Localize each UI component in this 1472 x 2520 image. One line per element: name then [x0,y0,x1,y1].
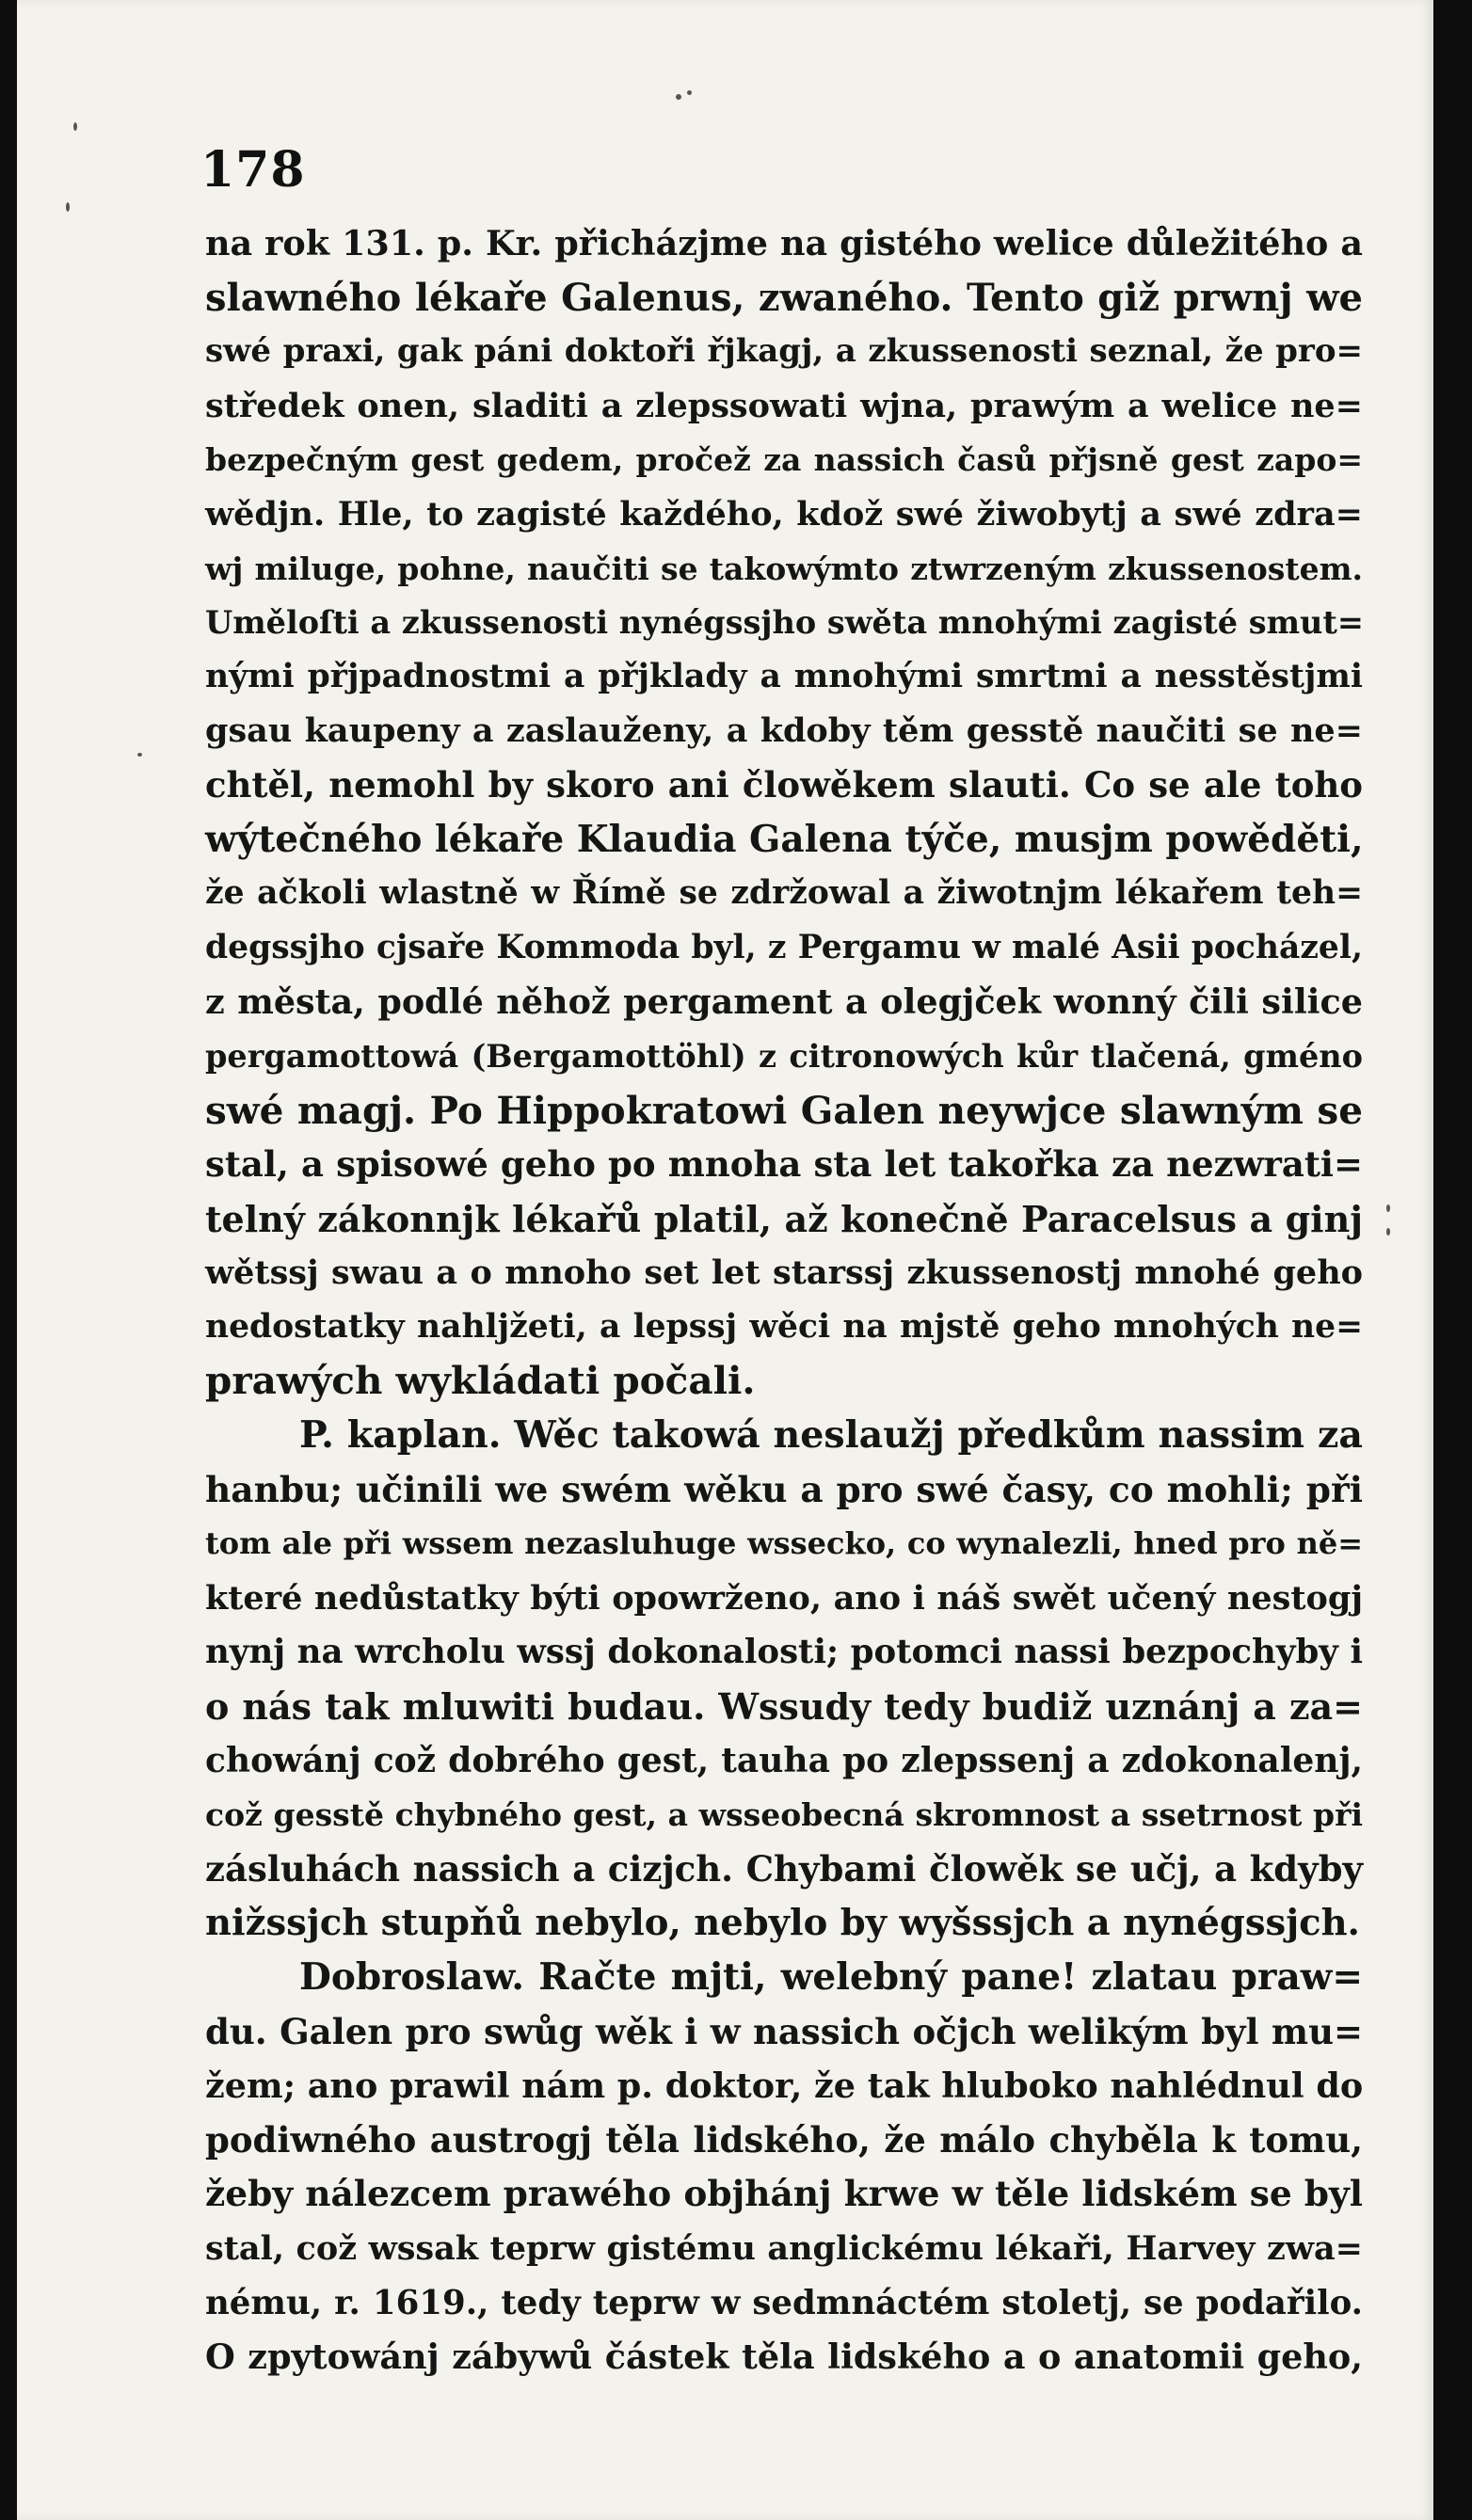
text-line: z města, podlé něhož pergament a olegjček wonný čili silice [205,981,1363,1023]
paper-speck [73,122,77,131]
text-line: wědjn. Hle, to zagisté každého, kdož swé žiwobytj a swé zdra= [205,494,1363,534]
text-line: du. Galen pro swůg wěk i w nassich očjch welikým byl mu= [205,2010,1363,2052]
text-line: nynj na wrcholu wssj dokonalosti; potomci nassi bezpochyby i [205,1633,1363,1672]
text-line: hanbu; učinili we swém wěku a pro swé časy, co mohli; při [205,1468,1363,1510]
text-line: že ačkoli wlastně w Římě se zdržowal a žiwotnjm lékařem teh= [205,874,1363,913]
page-number: 178 [200,141,306,199]
text-line: slawného lékaře Galenus, zwaného. Tento giž prwnj we [205,275,1363,320]
paper-speck [1386,1228,1390,1236]
text-line: nedostatky nahljžeti, a lepssj wěci na mjstě geho mnohých ne= [205,1307,1363,1346]
text-line: gsau kaupeny a zaslauženy, a kdoby těm gesstě naučiti se ne= [205,711,1363,751]
text-line: prawých wykládati počali. [205,1358,756,1404]
book-page [17,0,1433,2520]
text-line: wětssj swau a o mnoho set let starssj zkussenostj mnohé geho [205,1253,1363,1293]
text-line: bezpečným gest gedem, pročež za nassich časů přjsně gest zapo= [205,441,1363,479]
paper-speck [687,90,692,95]
text-line: nému, r. 1619., tedy teprw w sedmnáctém stoletj, se podařilo. [205,2283,1363,2322]
text-line: které nedůstatky býti opowrženo, ano i náš swět učený nestogj [205,1578,1363,1618]
text-line: žeby nálezcem prawého objhánj krwe w těle lidském se byl [205,2173,1363,2215]
text-line: swé praxi, gak páni doktoři řjkagj, a zkussenosti seznal, že pro= [205,332,1363,371]
text-line: degssjho cjsaře Kommoda byl, z Pergamu w malé Asii pocházel, [205,928,1363,966]
text-line: což gesstě chybného gest, a wsseobecná skromnost a ssetrnost při [205,1796,1363,1834]
text-line: P. kaplan. Wěc takowá neslaužj předkům nassim za [299,1413,1363,1458]
paper-speck [137,753,142,757]
text-line: swé magj. Po Hippokratowi Galen neywjce slawným se [205,1087,1363,1133]
text-line: pergamottowá (Bergamottöhl) z citronowých kůr tlačená, gméno [205,1037,1363,1075]
text-line: zásluhách nassich a cizjch. Chybami člowěk se učj, a kdyby [205,1847,1363,1890]
text-line: tom ale při wssem nezasluhuge wssecko, co wynalezli, hned pro ně= [205,1525,1363,1562]
text-line: na rok 131. p. Kr. přicházjme na gistého welice důležitého a [205,223,1363,263]
text-line: o nás tak mluwiti budau. Wssudy tedy budiž uznánj a za= [205,1685,1363,1729]
text-line: nými přjpadnostmi a přjklady a mnohými smrtmi a nesstěstjmi [205,657,1363,695]
text-line: chowánj což dobrého gest, tauha po zlepssenj a zdokonalenj, [205,1740,1363,1780]
text-line: Dobroslaw. Račte mjti, welebný pane! zlatau praw= [299,1955,1363,1999]
paper-speck [1386,1204,1390,1212]
body-text [205,216,1363,2384]
text-line: stal, což wssak teprw gistému anglickému lékaři, Harvey zwa= [205,2228,1363,2268]
text-line: středek onen, sladiti a zlepssowati wjna, prawým a welice ne= [205,386,1363,425]
text-line: wýtečného lékaře Klaudia Galena týče, musjm powěděti, [205,817,1364,861]
text-line: chtěl, nemohl by skoro ani člowěkem slauti. Co se ale toho [205,763,1363,805]
text-line: stal, a spisowé geho po mnoha sta let takořka za nezwrati= [205,1143,1363,1186]
text-line: telný zákonnjk lékařů platil, až konečně Paracelsus a ginj [205,1197,1363,1240]
paper-speck [676,94,681,100]
paper-speck [66,202,70,212]
text-line: Uměloſti a zkussenosti nynégssjho swěta mnohými zagisté smut= [205,604,1364,642]
text-line: O zpytowánj zábywů částek těla lidského a o anatomii geho, [205,2337,1363,2378]
text-line: nižssjch stupňů nebylo, nebylo by wyšssjch a nynégssjch. [205,1902,1360,1945]
text-line: podiwného austrogj těla lidského, že málo chyběla k tomu, [205,2118,1363,2161]
text-line: wj miluge, pohne, naučiti se takowýmto ztwrzeným zkussenostem. [205,550,1363,587]
text-line: žem; ano prawil nám p. doktor, že tak hluboko nahlédnul do [205,2065,1364,2107]
